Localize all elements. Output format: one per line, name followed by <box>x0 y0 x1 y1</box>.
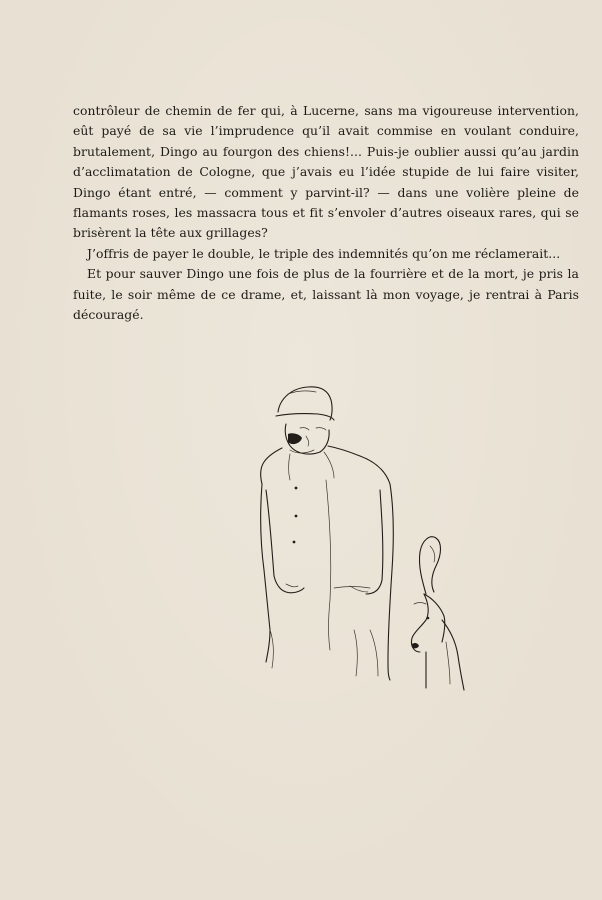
text-block <box>73 101 579 325</box>
sketch-man-with-dog-icon <box>230 380 490 700</box>
paragraph: Et pour sauver Dingo une fois de plus de la fourrière et de la mort, je pris la fuite, le soir même de ce drame, et, laissant là mon voyage, je rentrai à Paris découragé. <box>73 266 579 323</box>
paragraph: J’offris de payer le double, le triple des indemnités qu’on me réclamerait... <box>87 245 561 261</box>
paragraph: contrôleur de chemin de fer qui, à Lucerne, sans ma vigoureuse intervention, eût payé de sa vie l’imprudence qu’il avait commise en voulant conduire, brutalement, Dingo au fourgon des chiens!... Puis-je oublier aussi qu’au jardin d’acclimatation de Cologne, que j’avais eu l’idée stupide de lui faire visiter, Dingo étant entré, — comment y parvint-il? — dans une volière pleine de flamants roses, les massacra tous et fit s’envoler d’autres oiseaux rares, qui se brisèrent la tête aux grillages? <box>73 103 579 241</box>
sketch-drawing <box>230 380 490 700</box>
